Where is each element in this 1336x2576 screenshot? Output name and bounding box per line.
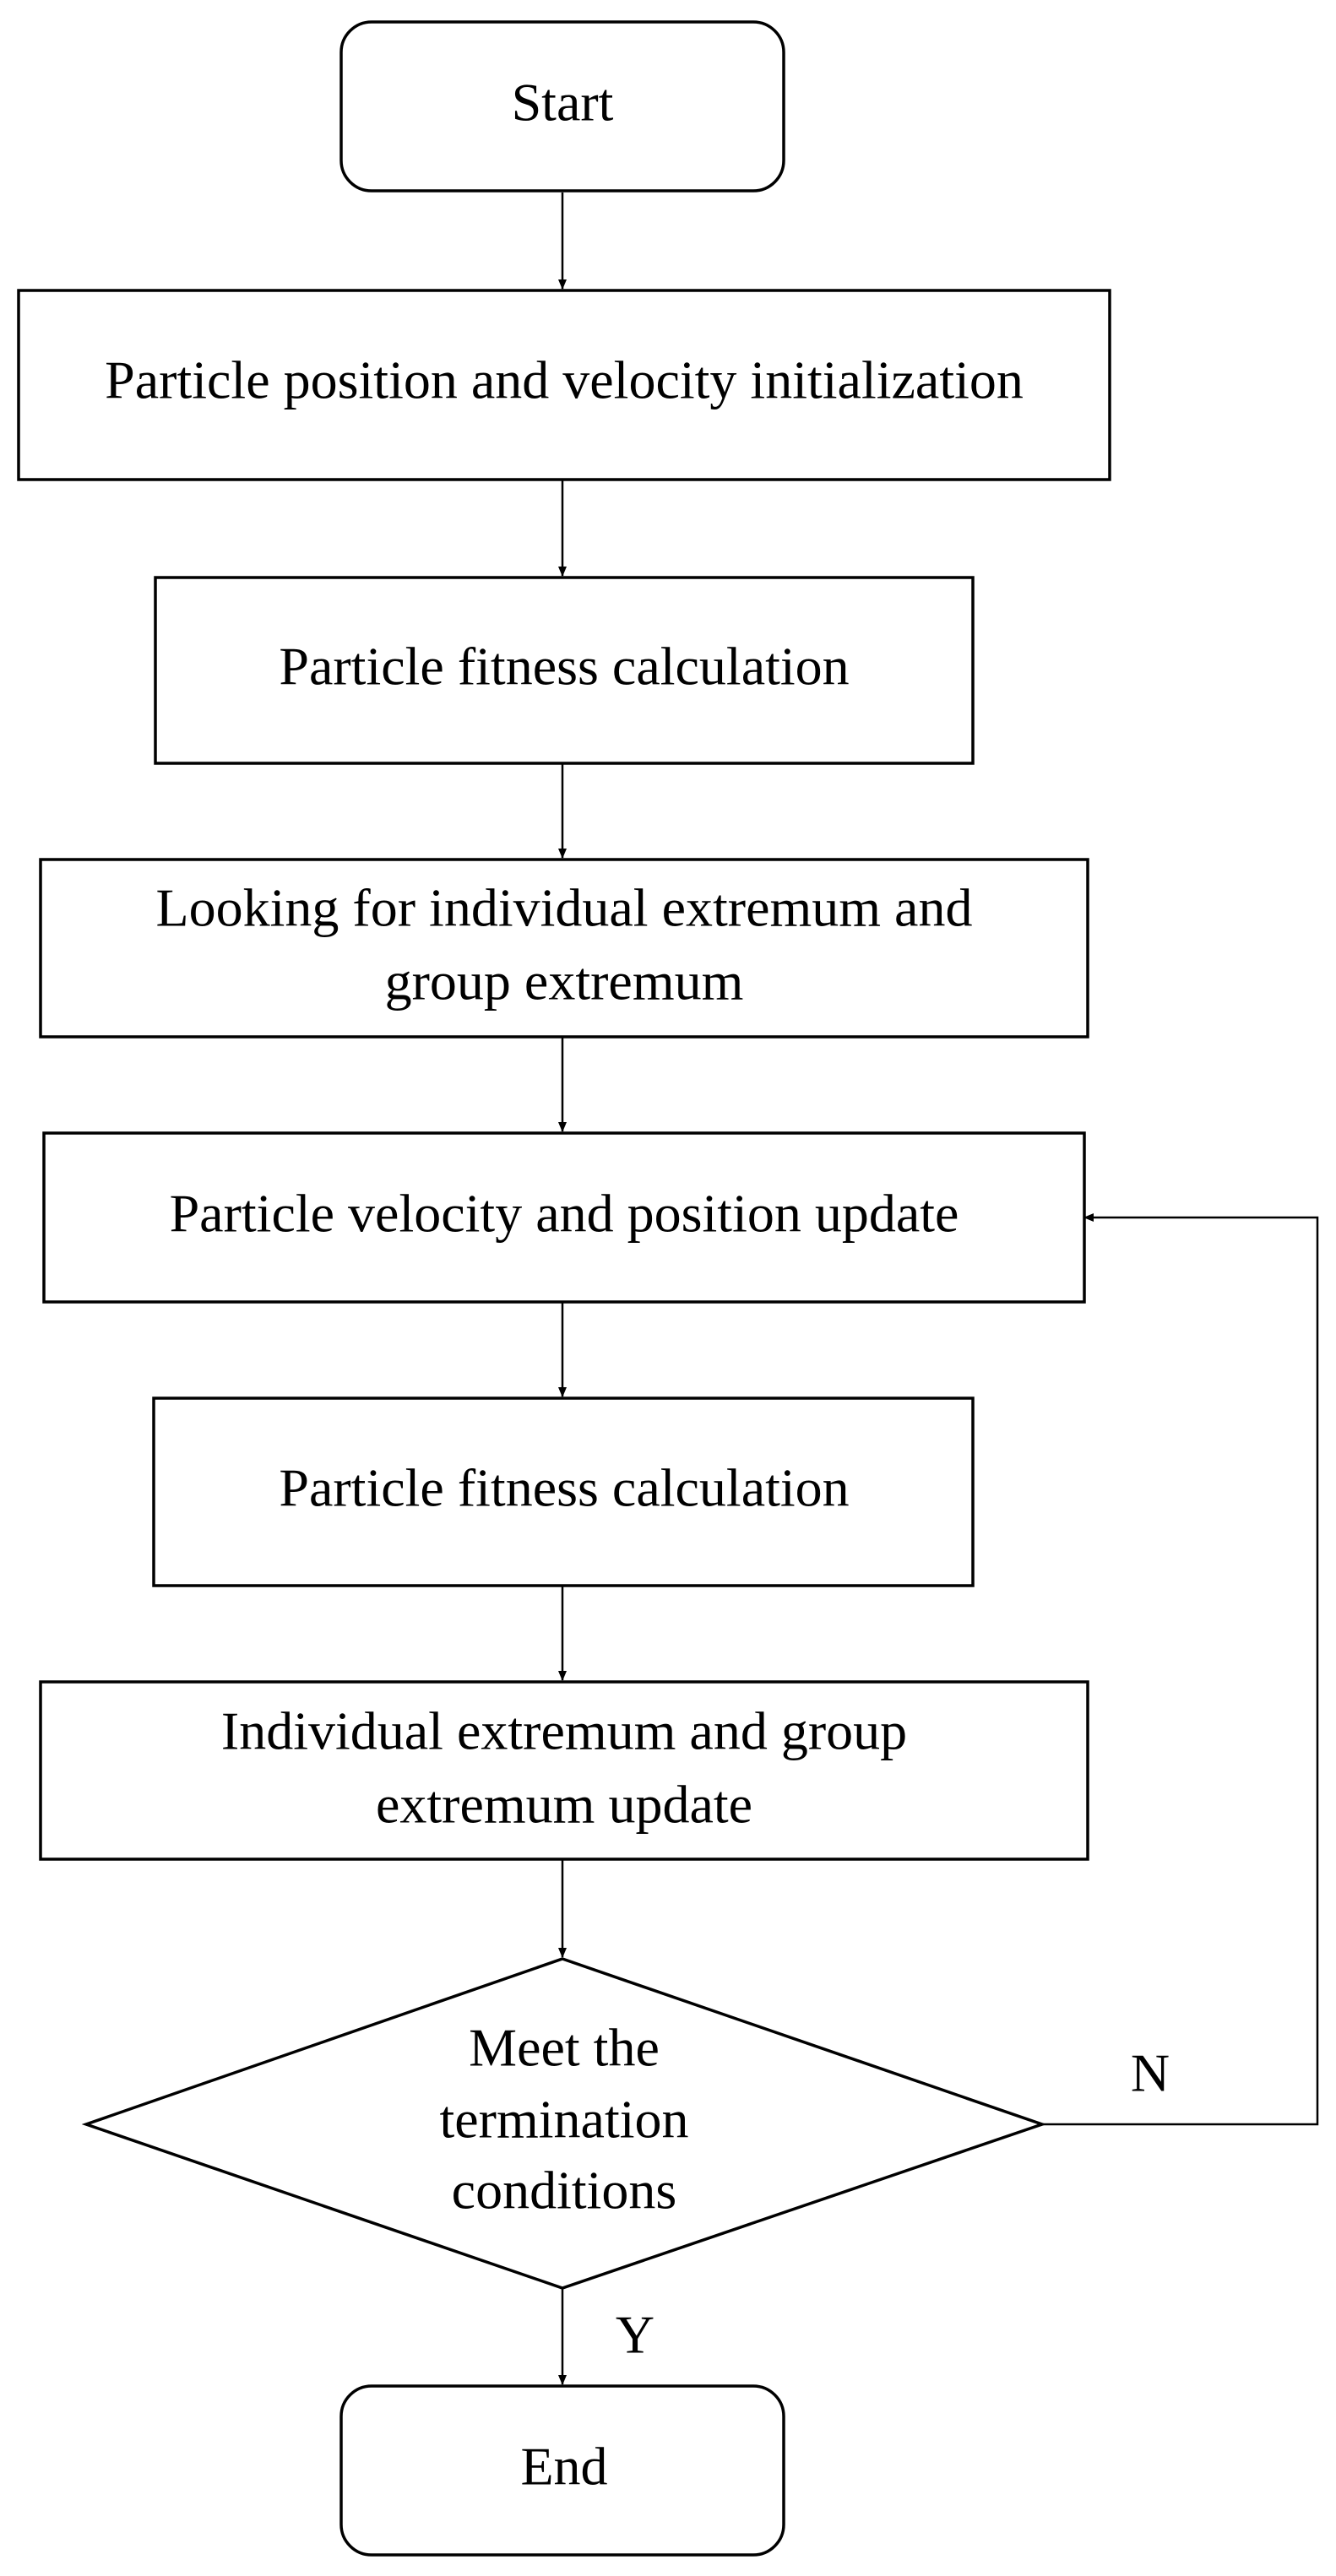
- start-label: Start: [511, 72, 614, 133]
- init-node: [19, 290, 1110, 480]
- extremum-update-label-line2: extremum update: [375, 1774, 753, 1835]
- extremum-update-node: [41, 1682, 1088, 1859]
- fitness-label-1: Particle fitness calculation: [279, 636, 850, 697]
- extremum-update-label-line1: Individual extremum and group: [220, 1700, 908, 1761]
- fitness-label-2: Particle fitness calculation: [279, 1457, 850, 1518]
- velocity-position-update-node: [44, 1133, 1084, 1302]
- edge-decision-no-loop: [1042, 1217, 1317, 2124]
- edge-label-no: N: [1130, 2042, 1170, 2103]
- decision-label-line3: conditions: [451, 2160, 677, 2221]
- init-label: Particle position and velocity initialization: [105, 350, 1024, 410]
- end-node: [341, 2386, 784, 2555]
- fitness-node-1: [155, 578, 973, 763]
- extremum-search-label-line1: Looking for individual extremum and: [155, 877, 973, 938]
- decision-label-line2: termination: [439, 2089, 689, 2150]
- extremum-search-label-line2: group extremum: [384, 951, 744, 1011]
- fitness-node-2: [154, 1398, 973, 1586]
- extremum-search-node: [41, 860, 1088, 1037]
- velocity-position-update-label: Particle velocity and position update: [169, 1183, 959, 1244]
- edge-label-yes: Y: [615, 2304, 655, 2365]
- termination-decision: [86, 1959, 1042, 2288]
- start-node: [341, 22, 784, 191]
- end-label: End: [520, 2436, 608, 2497]
- decision-label-line1: Meet the: [469, 2017, 660, 2078]
